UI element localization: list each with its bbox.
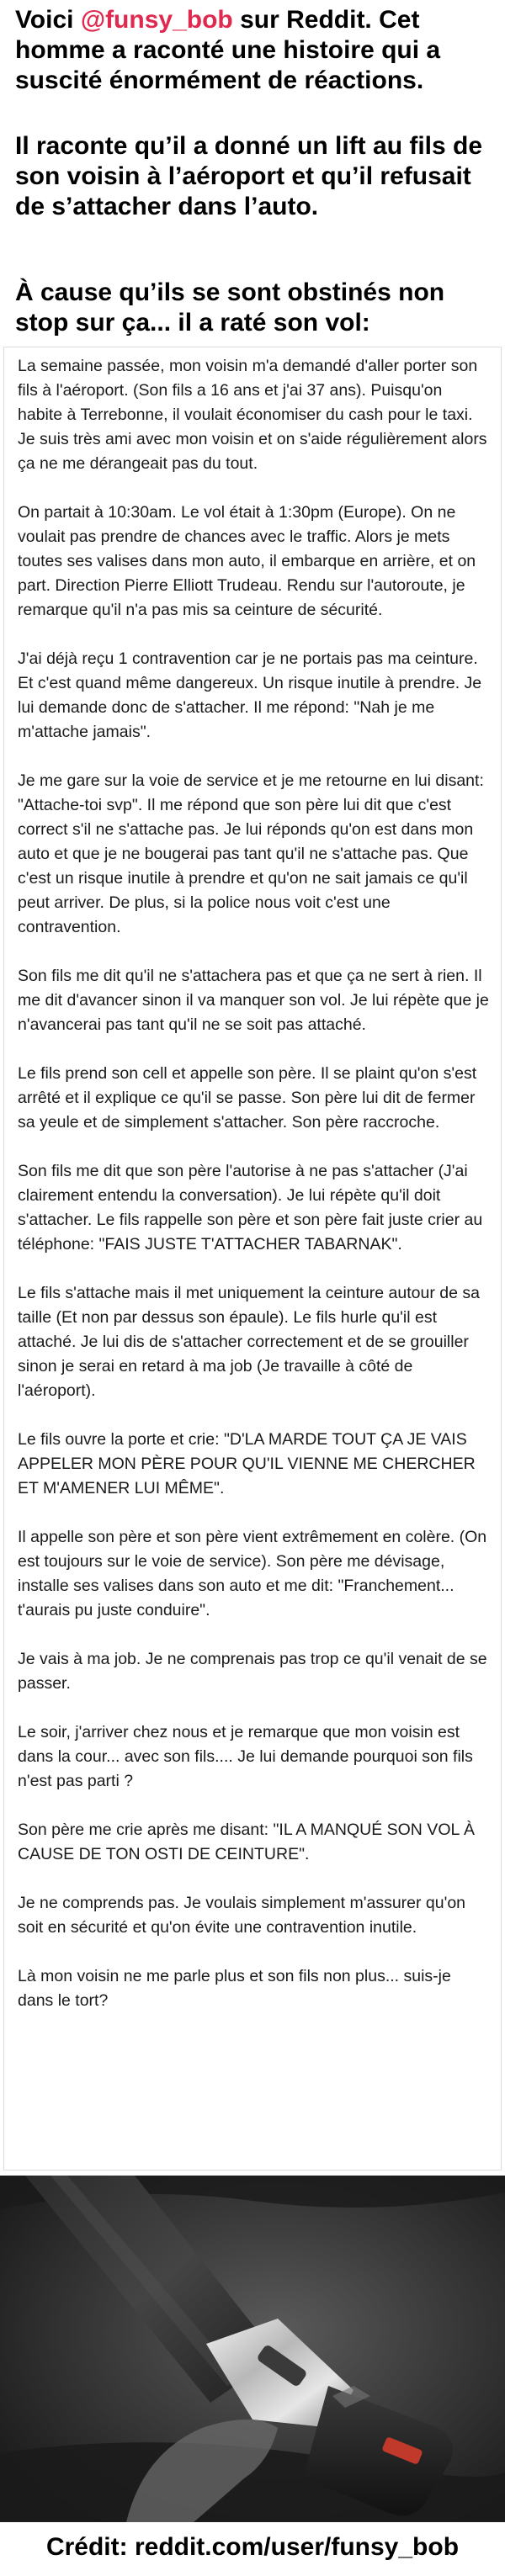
headline-paragraph-1 [15, 5, 495, 96]
post-paragraph: Là mon voisin ne me parle plus et son fils non plus... suis-je dans le tort? [18, 1967, 451, 2010]
post-body [18, 354, 489, 2038]
post-paragraph: Il appelle son père et son père vient extrêmement en colère. (On est toujours sur le voie de service). Son père me dévisage, installe ses valises dans son auto et me dit: "Franchement... t'aurais pu juste conduire". [18, 1528, 487, 1619]
headline-paragraph-3: À cause qu’ils se sont obstinés non stop sur ça... il a raté son vol: [15, 278, 445, 337]
post-paragraph: Le fils s'attache mais il met uniquement la ceinture autour de sa taille (Et non par dessus son épaule). Le fils hurle qu'il est attaché. Je lui dis de s'attacher correctement et de se grouiller sinon je serai en retard à ma job (Je travaille à côté de l'aéroport). [18, 1284, 480, 1400]
post-paragraph: Son fils me dit que son père l'autorise à ne pas s'attacher (J'ai clairement entendu la conversation). Je lui répète qu'il doit s'attacher. Le fils rappelle son père et son père fait juste crier au téléphone: "FAIS JUSTE T'ATTACHER TABARNAK". [18, 1162, 483, 1254]
post-paragraph: Le fils ouvre la porte et crie: "D'LA MARDE TOUT ÇA JE VAIS APPELER MON PÈRE POUR QU'IL VIENNE ME CHERCHER ET M'AMENER LUI MÊME". [18, 1430, 476, 1497]
headline-suffix: sur Reddit. Cet homme a raconté une histoire qui a suscité énormément de réactions. [15, 6, 441, 94]
seatbelt-photo-illustration [0, 2176, 505, 2522]
post-paragraph: J'ai déjà reçu 1 contravention car je ne portais pas ma ceinture. Et c'est quand même dangereux. Un risque inutile à prendre. Je lui demande donc de s'attacher. Il me répond: "Nah je me m'attache jamais". [18, 649, 482, 741]
post-paragraph: Son père me crie après me disant: "IL A MANQUÉ SON VOL À CAUSE DE TON OSTI DE CEINTURE". [18, 1821, 476, 1863]
reddit-post-screenshot [3, 347, 502, 2171]
post-paragraph: Son fils me dit qu'il ne s'attachera pas et que ça ne sert à rien. Il me dit d'avancer sinon il va manquer son vol. Je lui répète que je n'avancerai pas tant qu'il ne se soit pas attaché. [18, 967, 489, 1034]
post-paragraph: Je ne comprends pas. Je voulais simplement m'assurer qu'on soit en sécurité et qu'on évite une contravention inutile. [18, 1894, 466, 1937]
post-paragraph: Le soir, j'arriver chez nous et je remarque que mon voisin est dans la cour... avec son fils.... Je lui demande pourquoi son fils n'est pas parti ? [18, 1723, 473, 1790]
post-paragraph: Je vais à ma job. Je ne comprenais pas trop ce qu'il venait de se passer. [18, 1650, 487, 1693]
reddit-handle: @funsy_bob [80, 6, 233, 34]
post-paragraph: Le fils prend son cell et appelle son père. Il se plaint qu'on s'est arrêté et il explique ce qu'il se passe. Son père lui dit de fermer sa yeule et de simplement s'attacher. Son père raccroche. [18, 1064, 477, 1132]
headline-prefix: Voici [15, 6, 81, 34]
credit-line: Crédit: reddit.com/user/funsy_bob [45, 2533, 460, 2561]
post-paragraph: Je me gare sur la voie de service et je me retourne en lui disant: "Attache-toi svp". Il me répond que son père lui dit que c'est correct s'il ne s'attache pas. Je lui réponds qu'on est dans mon auto et que je ne bougerai pas tant qu'il ne s'attache pas. Que c'est un risque inutile à prendre et qu'on ne sait jamais ce qu'il peut arriver. De plus, si la police nous voit c'est une contravention. [18, 771, 484, 936]
seatbelt-buckle-photo [0, 2176, 505, 2522]
post-paragraph: On partait à 10:30am. Le vol était à 1:30pm (Europe). On ne voulait pas prendre de chances avec le traffic. Alors je mets toutes ses valises dans mon auto, il embarque en arrière, et on part. Direction Pierre Elliott Trudeau. Rendu sur l'autoroute, je remarque qu'il n'a pas mis sa ceinture de sécurité. [18, 503, 476, 619]
post-paragraph: La semaine passée, mon voisin m'a demandé d'aller porter son fils à l'aéroport. (Son fils a 16 ans et j'ai 37 ans). Puisqu'on habite à Terrebonne, il voulait économiser du cash pour le taxi. Je suis très ami avec mon voisin et on s'aide régulièrement alors ça ne me dérangeait pas du tout. [18, 357, 487, 473]
headline-paragraph-2: Il raconte qu’il a donné un lift au fils de son voisin à l’aéroport et qu’il refusait de s’attacher dans l’auto. [15, 132, 483, 220]
